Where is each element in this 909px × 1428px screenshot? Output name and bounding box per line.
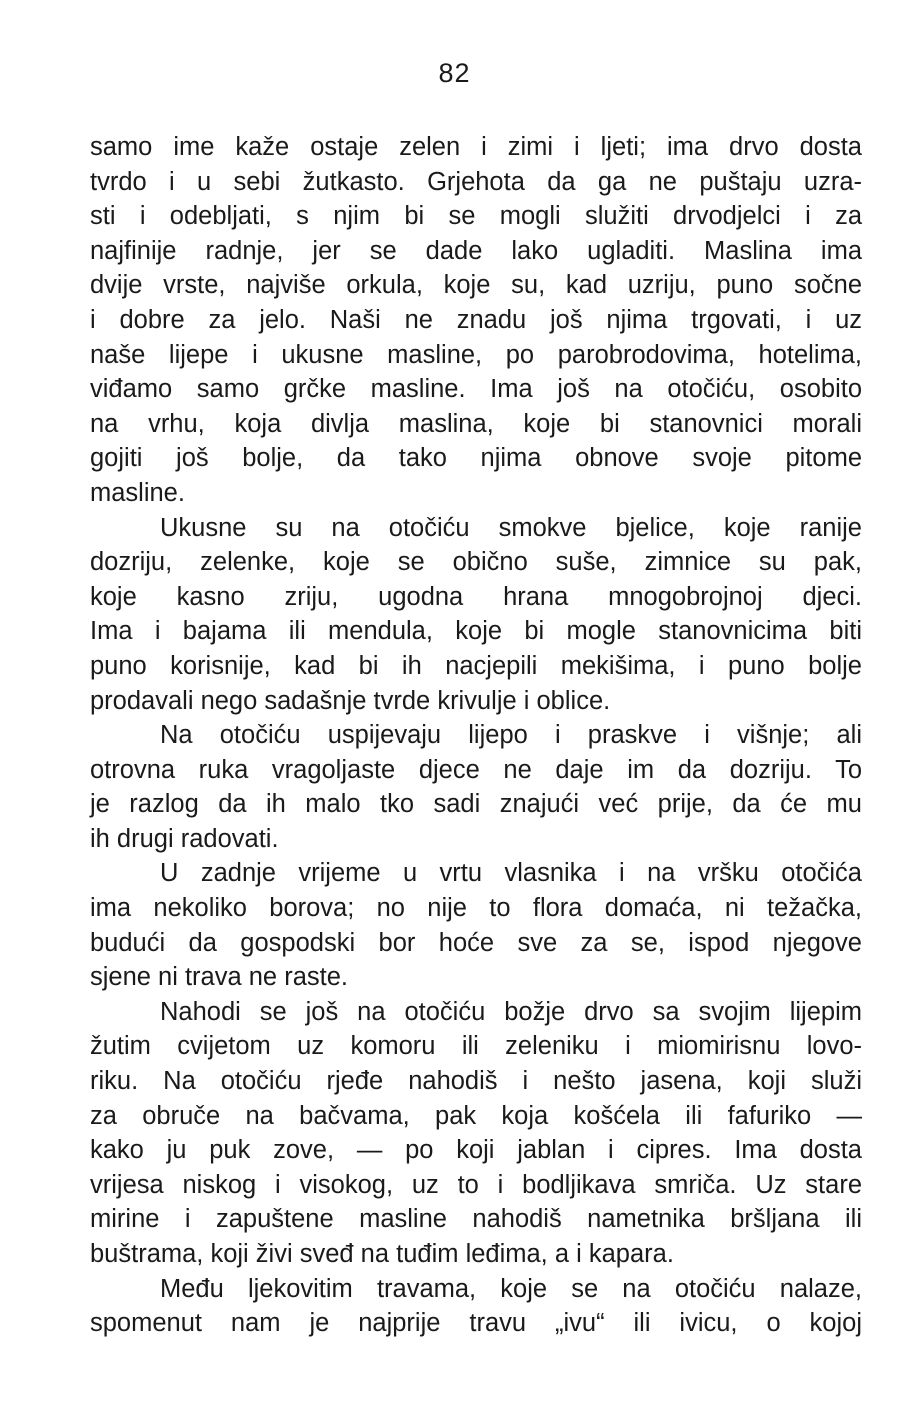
text-line: na vrhu, koja divlja maslina, koje bi stanovnici morali (90, 409, 862, 438)
text-line: U zadnje vrijeme u vrtu vlasnika i na vršku otočića (160, 859, 862, 888)
text-line: dvije vrste, najviše orkula, koje su, kad uzriju, puno sočne (90, 271, 862, 300)
text-line: mirine i zapuštene masline nahodiš nametnika bršljana ili (90, 1205, 862, 1234)
text-line: budući da gospodski bor hoće sve za se, ispod njegove (90, 928, 862, 957)
text-line: Među ljekovitim travama, koje se na otočiću nalaze, (160, 1274, 862, 1303)
text-line: prodavali nego sadašnje tvrde krivulje i oblice. (90, 686, 611, 715)
text-line: tvrdo i u sebi žutkasto. Grjehota da ga ne puštaju uzra- (90, 167, 862, 196)
text-line: i dobre za jelo. Naši ne znadu još njima trgovati, i uz (90, 305, 862, 334)
text-line: viđamo samo grčke masline. Ima još na otočiću, osobito (90, 375, 862, 404)
text-line: za obruče na bačvama, pak koja košćela ili fafuriko — (90, 1101, 862, 1130)
text-line: puno korisnije, kad bi ih nacjepili mekišima, i puno bolje (90, 651, 862, 680)
page-number: 82 (438, 58, 471, 88)
text-line: naše lijepe i ukusne masline, po parobrodovima, hotelima, (90, 340, 862, 369)
text-line: najfinije radnje, jer se dade lako ugladiti. Maslina ima (90, 236, 862, 265)
text-line: Nahodi se još na otočiću božje drvo sa svojim lijepim (160, 997, 862, 1026)
text-line: spomenut nam je najprije travu „ivu“ ili ivicu, o kojoj (90, 1309, 862, 1338)
text-line: riku. Na otočiću rjeđe nahodiš i nešto jasena, koji služi (90, 1067, 862, 1096)
text-line: kako ju puk zove, — po koji jablan i cipres. Ima dosta (90, 1136, 862, 1165)
text-line: masline. (90, 478, 185, 507)
text-line: samo ime kaže ostaje zelen i zimi i ljeti; ima drvo dosta (90, 133, 862, 161)
text-line: Na otočiću uspijevaju lijepo i praskve i višnje; ali (160, 721, 862, 750)
text-line: buštrama, koji živi sveđ na tuđim leđima, a i kapara. (90, 1240, 674, 1268)
text-line: otrovna ruka vragoljaste djece ne daje im da dozriju. To (90, 755, 862, 784)
text-line: ih drugi radovati. (90, 824, 279, 853)
text-line: Ukusne su na otočiću smokve bjelice, koje ranije (160, 513, 862, 542)
text-line: je razlog da ih malo tko sadi znajući već prije, da će mu (90, 790, 862, 819)
text-line: sti i odebljati, s njim bi se mogli služiti drvodjelci i za (90, 202, 862, 231)
text-line: žutim cvijetom uz komoru ili zeleniku i miomirisnu lovo- (90, 1032, 862, 1061)
text-line: ima nekoliko borova; no nije to flora domaća, ni težačka, (90, 894, 862, 923)
text-line: Ima i bajama ili mendula, koje bi mogle stanovnicima biti (90, 617, 862, 646)
text-line: koje kasno zriju, ugodna hrana mnogobrojnoj djeci. (90, 582, 862, 611)
text-line: sjene ni trava ne raste. (90, 963, 348, 992)
text-line: dozriju, zelenke, koje se obično suše, zimnice su pak, (90, 548, 862, 577)
text-line: vrijesa niskog i visokog, uz to i bodljikava smriča. Uz stare (90, 1170, 862, 1199)
text-line: gojiti još bolje, da tako njima obnove svoje pitome (90, 444, 862, 473)
text-body (90, 130, 862, 1341)
